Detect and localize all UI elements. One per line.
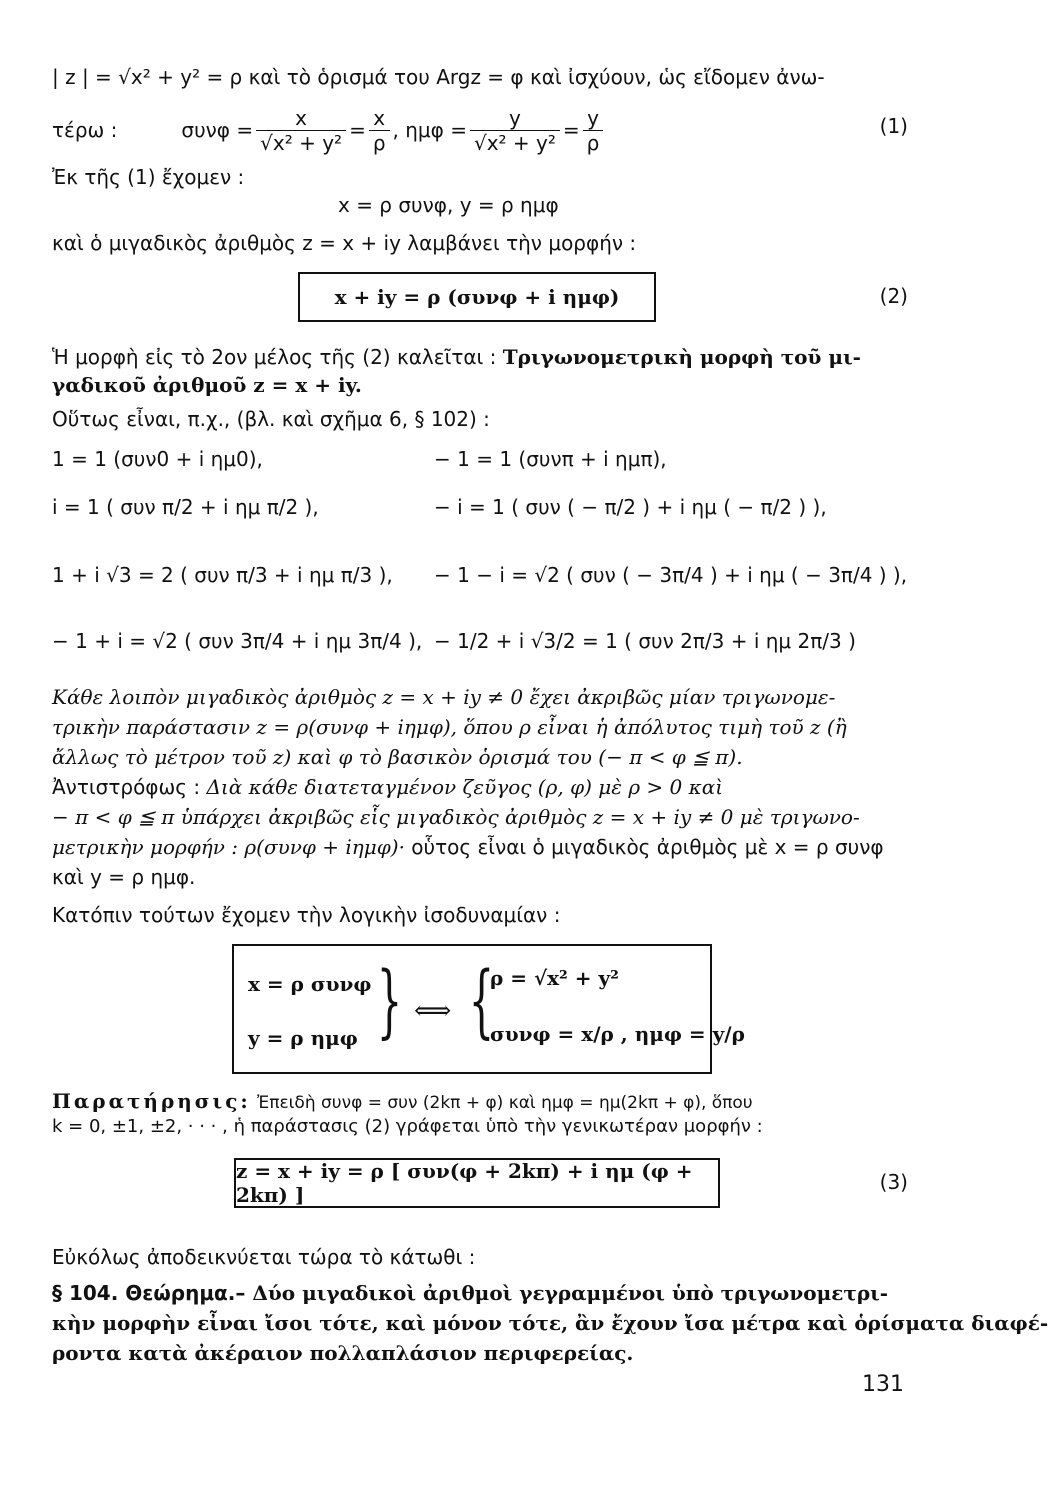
denominator: ρ	[586, 130, 600, 155]
example-line: − 1 = 1 (συνπ + i ημπ),	[434, 447, 667, 471]
example-line: i = 1 ( συν π/2 + i ημ π/2 ),	[52, 495, 319, 519]
equals: =	[349, 118, 366, 142]
numerator: y	[470, 106, 560, 131]
formula-line: x = ρ συνφ, y = ρ ημφ	[338, 193, 559, 217]
numerator: x	[369, 106, 390, 131]
text-line: k = 0, ±1, ±2, · · · , ἡ παράστασις (2) γράφεται ὑπὸ τὴν γενικωτέραν μορφήν :	[52, 1116, 763, 1137]
text-line	[52, 834, 908, 860]
theorem-line: ροντα κατὰ ἀκέραιον πολλαπλάσιον περιφερείας.	[52, 1341, 634, 1365]
text-line: καὶ y = ρ ημφ.	[52, 865, 196, 889]
left-brace-icon: {	[468, 954, 495, 1047]
text-fragment: Δύο μιγαδικοὶ ἀριθμοὶ γεγραμμένοι ὑπὸ τριγωνομετρι-	[252, 1281, 889, 1305]
text-line: − π < φ ≦ π ὑπάρχει ἀκριβῶς εἷς μιγαδικὸς ἀριθμὸς z = x + iy ≠ 0 μὲ τριγωνο-	[52, 805, 860, 829]
example-line: − 1 + i = √2 ( συν 3π/4 + i ημ 3π/4 ),	[52, 629, 423, 653]
right-brace-icon: }	[376, 954, 403, 1047]
example-line: − 1 − i = √2 ( συν ( − 3π/4 ) + i ημ ( − 3π/4 ) ),	[434, 563, 908, 587]
example-line: − 1/2 + i √3/2 = 1 ( συν 2π/3 + i ημ 2π/3 )	[434, 629, 856, 653]
equation-number: (3)	[879, 1170, 908, 1194]
text-fragment: Διὰ κάθε διατεταγμένον ζεῦγος (ρ, φ) μὲ ρ > 0 καὶ	[206, 775, 724, 799]
denominator: ρ	[372, 130, 386, 155]
sin-label: , ημφ =	[392, 118, 467, 142]
page-number: 131	[862, 1372, 904, 1397]
fraction	[583, 106, 604, 155]
text-line: Οὕτως εἶναι, π.χ., (βλ. καὶ σχῆμα 6, § 102) :	[52, 407, 490, 431]
text-fragment: Ἀντιστρόφως :	[52, 775, 201, 799]
example-line: 1 + i √3 = 2 ( συν π/3 + i ημ π/3 ),	[52, 563, 393, 587]
system-left-line: y = ρ ημφ	[248, 1026, 358, 1050]
system-right-line: ρ = √x² + y²	[490, 966, 619, 990]
observation-label: Παρατήρησις:	[52, 1089, 251, 1113]
text-line: τρικὴν παράστασιν z = ρ(συνφ + iημφ), ὅπου ρ εἶναι ἡ ἀπόλυτος τιμὴ τοῦ z (ἢ	[52, 715, 847, 739]
text-fragment: Ἐπειδὴ συνφ = συν (2kπ + φ) καὶ ημφ = ημ(2kπ + φ), ὅπου	[257, 1093, 753, 1113]
boxed-equation-2: x + iy = ρ (συνφ + i ημφ)	[298, 272, 656, 322]
bold-term: Τριγωνομετρικὴ μορφὴ τοῦ μι-	[502, 345, 861, 369]
theorem-line: κὴν μορφὴν εἶναι ἴσοι τότε, καὶ μόνον τότε, ἂν ἔχουν ἴσα μέτρα καὶ ὁρίσματα διαφέ-	[52, 1311, 1048, 1335]
text-line: | z | = √x² + y² = ρ καὶ τὸ ὁρισμά του Argz = φ καὶ ἰσχύουν, ὡς εἴδομεν ἀνω-	[52, 65, 825, 89]
fraction	[256, 106, 346, 155]
text-line	[52, 774, 908, 800]
fraction	[470, 106, 560, 155]
text-fragment: Ἡ μορφὴ εἰς τὸ 2ον μέλος τῆς (2) καλεῖται :	[52, 345, 497, 369]
text-line: Εὐκόλως ἀποδεικνύεται τώρα τὸ κάτωθι :	[52, 1245, 476, 1269]
denominator: √x² + y²	[473, 130, 556, 155]
text-line	[52, 344, 908, 370]
theorem-line	[52, 1280, 908, 1306]
numerator: y	[583, 106, 604, 131]
formula-1	[52, 98, 606, 162]
equivalence-arrow-icon: ⟺	[414, 996, 452, 1026]
text-line: καὶ ὁ μιγαδικὸς ἀριθμὸς z = x + iy λαμβάνει τὴν μορφήν :	[52, 231, 637, 255]
equation-number: (1)	[879, 114, 908, 138]
text-fragment: τέρω :	[52, 118, 118, 142]
fraction	[369, 106, 390, 155]
text-line: γαδικοῦ ἀριθμοῦ z = x + iy.	[52, 373, 362, 397]
text-fragment: μετρικὴν μορφήν : ρ(συνφ + iημφ)·	[52, 835, 405, 859]
equals: =	[562, 118, 580, 142]
system-right-line: συνφ = x/ρ , ημφ = y/ρ	[490, 1022, 745, 1046]
equivalence-box	[232, 944, 745, 1074]
equation-number: (2)	[879, 284, 908, 308]
text-line: Κατόπιν τούτων ἔχομεν τὴν λογικὴν ἰσοδυναμίαν :	[52, 903, 561, 927]
theorem-heading: § 104. Θεώρημα.–	[52, 1281, 246, 1305]
denominator: √x² + y²	[260, 130, 343, 155]
cos-label: συνφ =	[181, 118, 254, 142]
system-left-line: x = ρ συνφ	[248, 972, 372, 996]
text-line	[52, 1088, 908, 1116]
numerator: x	[256, 106, 346, 131]
text-line: ἄλλως τὸ μέτρον τοῦ z) καὶ φ τὸ βασικὸν ὁρισμά του (− π < φ ≦ π).	[52, 745, 743, 769]
text-line: Κάθε λοιπὸν μιγαδικὸς ἀριθμὸς z = x + iy ≠ 0 ἔχει ἀκριβῶς μίαν τριγωνομε-	[52, 685, 836, 709]
text-line: Ἐκ τῆς (1) ἔχομεν :	[52, 165, 245, 189]
example-line: 1 = 1 (συν0 + i ημ0),	[52, 447, 263, 471]
boxed-equation-3: z = x + iy = ρ [ συν(φ + 2kπ) + i ημ (φ + 2kπ) ]	[234, 1158, 720, 1208]
example-line: − i = 1 ( συν ( − π/2 ) + i ημ ( − π/2 ) ),	[434, 495, 827, 519]
text-fragment: οὗτος εἶναι ὁ μιγαδικὸς ἀριθμὸς μὲ x = ρ συνφ	[404, 835, 884, 859]
